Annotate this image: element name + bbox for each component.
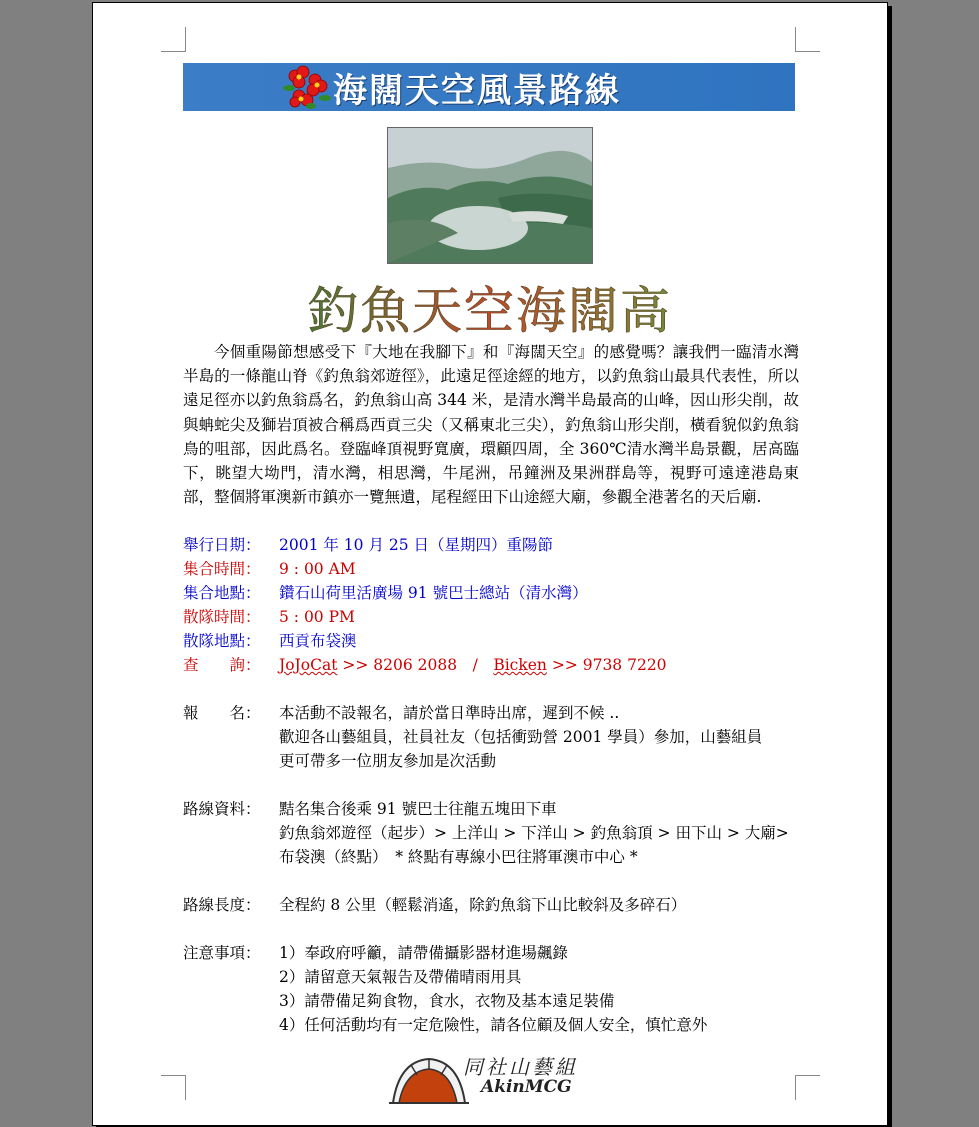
crop-mark-bottom-left	[161, 1075, 186, 1100]
enquiry-separator: /	[457, 656, 494, 674]
notes-label: 注意事項：	[183, 944, 261, 962]
tent-icon	[389, 1055, 469, 1105]
notes-item: 2）請留意天氣報告及帶備晴雨用具	[279, 968, 522, 986]
registration-line: 歡迎各山藝組員，社員社友（包括衝勁營 2001 學員）參加，山藝組員	[279, 728, 763, 746]
enquiry-phone-1: >> 8206 2088	[337, 656, 458, 674]
route-line: 黠名集合後乘 91 號巴士往龍五塊田下車	[279, 800, 557, 818]
logo-chinese-name: 同社山藝組	[463, 1055, 578, 1079]
notes-item: 4）任何活動均有一定危險性，請各位顧及個人安全，慎忙意外	[279, 1016, 708, 1034]
enquiry-row	[183, 653, 803, 677]
length-label: 路線長度：	[183, 896, 261, 914]
intro-paragraph: 今個重陽節想感受下『大地在我腳下』和『海闊天空』的感覺嗎？讓我們一臨清水灣半島的一條龍山脊《釣魚翁郊遊徑》，此遠足徑途經的地方，以釣魚翁山最具代表性，所以遠足徑亦以釣魚翁爲名，釣魚翁山高 344 米，是清水灣半島最高的山峰，因山形尖削，故與蚺蛇尖及獅岩頂被合稱爲西貢三尖（又稱東北三尖），釣魚翁山形尖削，橫看貌似釣魚翁鳥的咀部，因此爲名。登臨峰頂視野寬廣，環顧四周，全 360℃清水灣半島景觀，居高臨下，眺望大坳門，清水灣，相思灣，牛尾洲，吊鐘洲及果洲群島等，視野可遠達港島東部，整個將軍澳新市鎮亦一覽無遺，尾程經田下山途經大廟，參觀全港著名的天后廟.	[183, 343, 799, 507]
end-place-label: 散隊地點：	[183, 632, 261, 650]
registration-line: 本活動不設報名，請於當日準時出席，遲到不候 ..	[279, 704, 620, 722]
route-section	[183, 797, 803, 869]
registration-section	[183, 701, 803, 773]
end-time-label: 散隊時間：	[183, 608, 261, 626]
title-banner	[183, 63, 795, 111]
document-page	[92, 2, 888, 1126]
end-place-row	[183, 629, 803, 653]
event-date-row	[183, 533, 803, 557]
event-details	[183, 533, 803, 677]
notes-section	[183, 941, 803, 1037]
club-logo	[389, 1047, 599, 1107]
route-line: 布袋澳（終點） * 終點有專線小巴往將軍澳市中心 *	[279, 848, 638, 866]
event-date-label: 舉行日期：	[183, 536, 261, 554]
banner-title: 海闊天空風景路線	[333, 70, 621, 111]
enquiry-name-2: Bicken	[493, 656, 547, 674]
route-line: 釣魚翁郊遊徑（起步）> 上洋山 > 下洋山 > 釣魚翁頂 > 田下山 > 大廟>	[279, 824, 789, 842]
registration-line: 更可帶多一位朋友參加是次活動	[279, 752, 497, 770]
crop-mark-bottom-right	[795, 1075, 820, 1100]
crop-mark-top-right	[795, 27, 820, 52]
landscape-photo-art	[388, 128, 592, 263]
logo-english-name: AkinMCG	[481, 1077, 572, 1097]
gather-place-row	[183, 581, 803, 605]
end-time-row	[183, 605, 803, 629]
end-place-value: 西貢布袋澳	[279, 632, 357, 650]
length-value: 全程約 8 公里（輕鬆消遙，除釣魚翁下山比較斜及多碎石）	[279, 896, 687, 914]
enquiry-name-1: JoJoCat	[279, 656, 338, 674]
length-section	[183, 893, 803, 917]
event-date-value: 2001 年 10 月 25 日（星期四）重陽節	[279, 536, 554, 554]
gather-time-row	[183, 557, 803, 581]
gather-place-value: 鑽石山荷里活廣場 91 號巴士總站（清水灣）	[279, 584, 588, 602]
gather-time-label: 集合時間：	[183, 560, 261, 578]
flower-icon	[281, 64, 331, 110]
crop-mark-top-left	[161, 27, 186, 52]
route-label: 路線資料：	[183, 800, 261, 818]
gather-time-value: 9 : 00 AM	[279, 560, 356, 578]
headline: 釣魚天空海闊高	[93, 271, 887, 343]
enquiry-label: 查 詢：	[183, 656, 261, 674]
end-time-value: 5 : 00 PM	[279, 608, 355, 626]
notes-item: 1）奉政府呼籲，請帶備攝影器材進場飆錄	[279, 944, 568, 962]
enquiry-phone-2: >> 9738 7220	[546, 656, 667, 674]
notes-item: 3）請帶備足夠食物，食水，衣物及基本遠足裝備	[279, 992, 615, 1010]
landscape-photo	[387, 127, 593, 264]
gather-place-label: 集合地點：	[183, 584, 261, 602]
registration-label: 報 名：	[183, 704, 261, 722]
enquiry-value	[279, 653, 667, 677]
